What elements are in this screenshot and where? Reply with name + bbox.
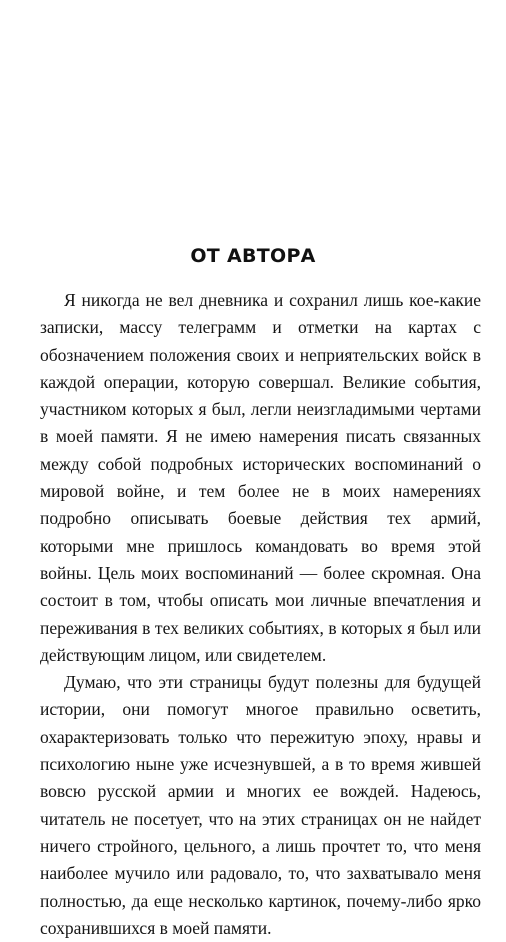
body-text [40,287,481,942]
paragraph-2: Думаю, что эти страницы будут полезны для будущей истории, они помогут многое правильно осветить, охарактеризовать только что пережитую эпоху, нравы и психологию ныне уже исчезнувшей, а в то время жившей вовсю русской армии и многих ее вождей. Надеюсь, читатель не посетует, что на этих страницах он не найдет ничего стройного, цельного, а лишь прочтет то, что меня наиболее мучило или радовало, то, что захватывало меня полностью, да еще несколько картинок, почему-либо ярко сохранившихся в моей памяти. [40,672,481,938]
paragraph-1: Я никогда не вел дневника и сохранил лишь кое-какие записки, массу телеграмм и отметки на картах с обозначением положения своих и неприятельских войск в каждой операции, которую совершал. Великие события, участником которых я был, легли неизгладимыми чертами в моей памяти. Я не имею намерения писать связанных между собой подробных исторических воспоминаний о мировой войне, и тем более не в моих намерениях подробно описывать боевые действия тех армий, которыми мне пришлось командовать во время этой войны. Цель моих воспоминаний — более скромная. Она состоит в том, чтобы описать мои личные впечатления и переживания в тех великих событиях, в которых я был или действующим лицом, или свидетелем. [40,290,481,665]
chapter-heading: ОТ АВТОРА [190,245,316,267]
